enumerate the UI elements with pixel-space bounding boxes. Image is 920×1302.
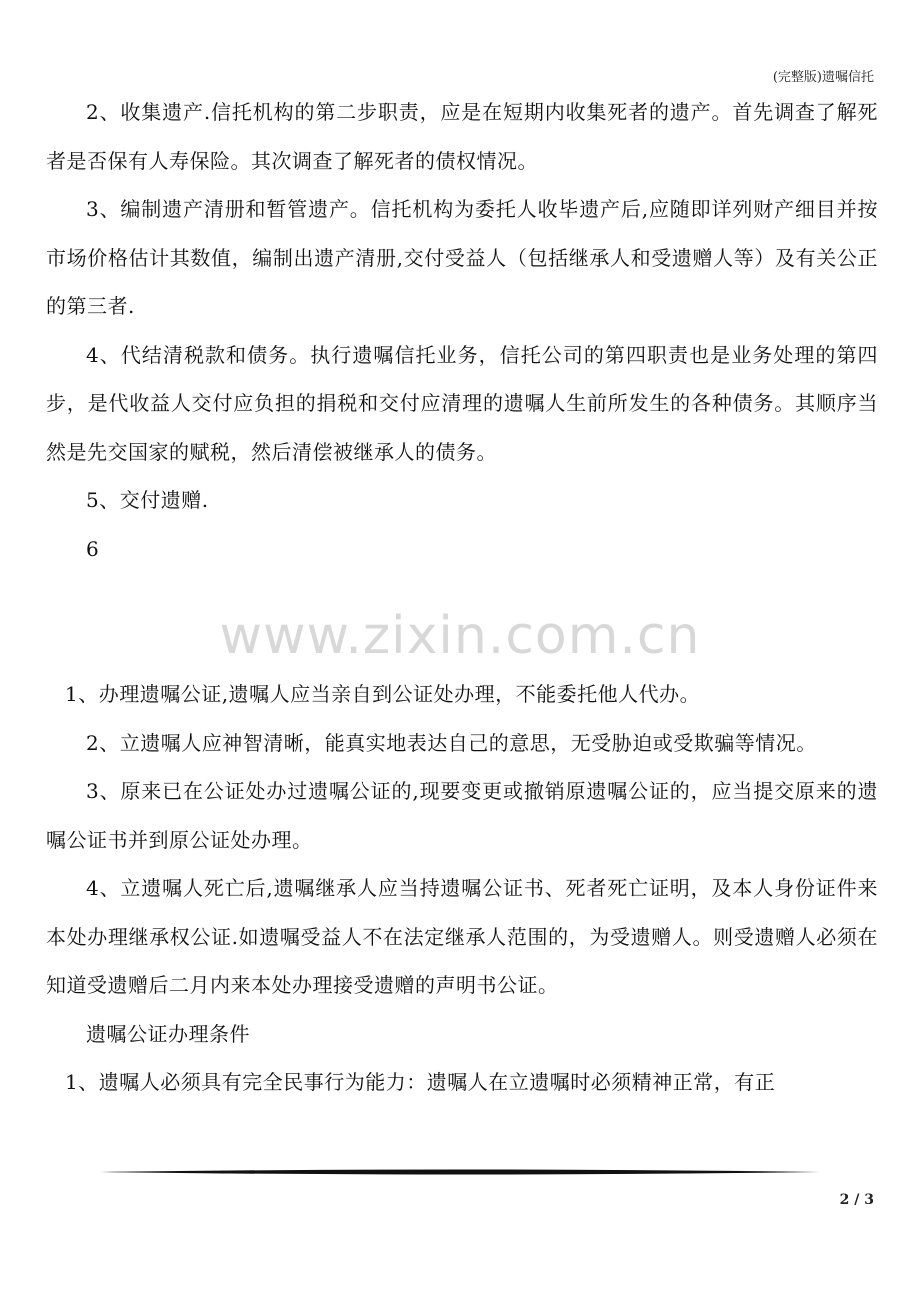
paragraph-capacity: 1、遗嘱人必须具有完全民事行为能力：遗嘱人在立遗嘱时必须精神正常，有正	[65, 1070, 776, 1094]
paragraph-estate-inventory: 3、编制遗产清册和暂管遗产。信托机构为委托人收毕遗产后,应随即详列财产细目并按市场价格估计其数值，编制出遗产清册,交付受益人（包括继承人和受遗赠人等）及有关公正的第三者.	[46, 197, 878, 318]
paragraph-clear-mind: 2、立遗嘱人应神智清晰，能真实地表达自己的意思，无受胁迫或受欺骗等情况。	[86, 730, 817, 755]
header-title: (完整版)遗嘱信托	[772, 70, 874, 85]
paragraph-settle-taxes: 4、代结清税款和债务。执行遗嘱信托业务，信托公司的第四职责也是业务处理的第四步，是代收益人交付应负担的捐税和交付应清理的遗嘱人生前所发生的各种债务。其顺序当然是先交国家的赋税，然后清偿被继承人的债务。	[46, 342, 878, 464]
divider-line	[100, 1168, 820, 1176]
page-number: 2 / 3	[839, 1192, 874, 1208]
paragraph-notarize-in-person: 1、办理遗嘱公证,遗嘱人应当亲自到公证处办理，不能委托他人代办。	[65, 682, 701, 706]
paragraph-collect-estate: 2、收集遗产.信托机构的第二步职责，应是在短期内收集死者的遗产。首先调查了解死者是否保有人寿保险。其次调查了解死者的债权情况。	[46, 100, 878, 173]
watermark: www.zixin.com.cn	[219, 606, 701, 666]
document-body	[46, 88, 878, 1107]
paragraph-item-6: 6	[86, 536, 100, 561]
section-heading-conditions: 遗嘱公证办理条件	[86, 1021, 250, 1046]
paragraph-change-revoke: 3、原来已在公证处办过遗嘱公证的,现要变更或撤销原遗嘱公证的，应当提交原来的遗嘱公证书并到原公证处办理。	[46, 779, 878, 852]
paragraph-deliver-bequest: 5、交付遗赠.	[86, 488, 209, 512]
paragraph-after-death: 4、立遗嘱人死亡后,遗嘱继承人应当持遗嘱公证书、死者死亡证明，及本人身份证件来本处办理继承权公证.如遗嘱受益人不在法定继承人范围的，为受遗赠人。则受遗赠人必须在知道受遗赠后二月内来本处办理接受遗赠的声明书公证。	[46, 876, 878, 997]
